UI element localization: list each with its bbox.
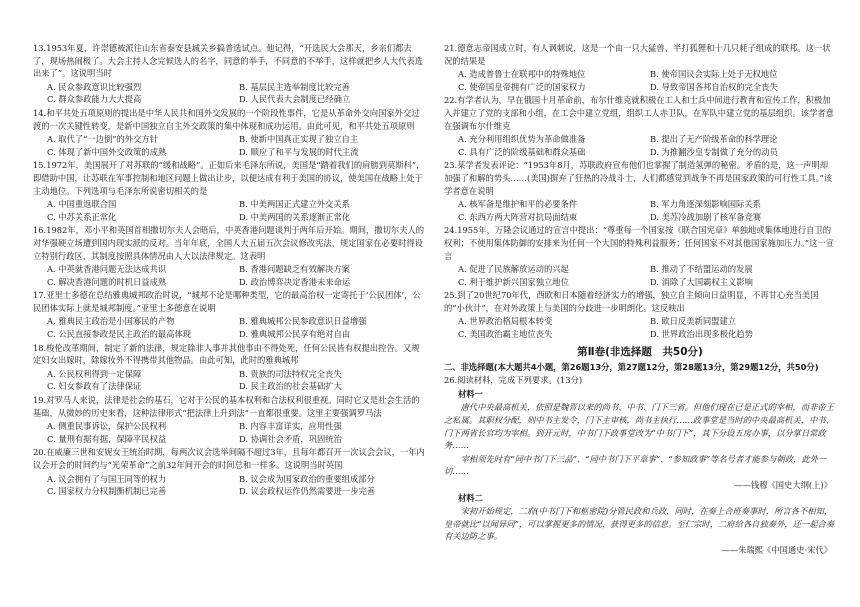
question-stem: 24.1955年，万隆会议通过的宣言中提出：“尊重每一个国家按《联合国宪章》单独地或集体地进行自卫的权利；不使用集体防御的安排来为任何一个大国的特殊利益服务；任何国家不对其他国家施加压力。”这一宣言 <box>444 225 835 261</box>
option-b: B. 基层民主选举制度比较完善 <box>239 81 350 92</box>
right-column <box>444 42 836 557</box>
option-c: C. 中苏关系正常化 <box>47 211 117 222</box>
option-c: C. 妇女参政有了法律保证 <box>47 381 142 392</box>
question-stem: 14.和平共处五项原则的提出是中华人民共和国外交发展的一个阶段性事件，它是从革命外交向国家外交过渡的一次关键性转变，是新中国独立自主外交政策的集中体现和成功运用。由此可见，和平共处五项原则 <box>33 107 420 131</box>
option-b: B. 使帝国议会实际上处于无权地位 <box>650 69 778 80</box>
option-a: A. 促进了民族解放运动的兴起 <box>458 264 569 275</box>
material-2-title: 材料二 <box>458 492 483 503</box>
question-item <box>33 107 425 158</box>
question-stem: 21.德意志帝国成立时，有人讽刺说，这是一个由一只大猛兽、半打狐狸和十几只耗子组成的联邦。这一状况的结果是 <box>444 43 831 66</box>
option-b: B. 议会成为国家政治的重要组成部分 <box>239 473 375 484</box>
material-1-source: ——钱穆《国史大纲(上)》 <box>734 480 832 490</box>
option-c: C. 群众参政能力大大提高 <box>47 94 142 105</box>
option-b: B. 欧日反美新同盟建立 <box>650 316 737 327</box>
option-d: D. 为推翻沙皇专制做了充分的动员 <box>650 146 778 157</box>
question-item <box>444 289 836 340</box>
option-d: D. 消除了大国霸权主义影响 <box>650 276 753 287</box>
option-a: A. 议会拥有了与国王同等的权力 <box>47 473 167 484</box>
question-stem: 22.有学者认为，早在俄国十月革命前，布尔什维克就积极在工人和士兵中间进行教育和宣传工作，积极加入并建立了党的支部和小组，在工会中建立党组，组织工人赤卫队，在军队中建立党的基层组织。该学者意在强调布尔什维克 <box>444 95 834 131</box>
material-1-text-2: 宰相须先时有“同中书门下三品”、“同中书门下平章事”、“参知政事”等名号者才能参与朝政，此外一切…… <box>444 453 827 477</box>
option-d: D. 政治博弈决定香港未来命运 <box>239 276 351 287</box>
option-b: B. 雅典城邦公民参政意识日益增强 <box>239 316 367 327</box>
question-options <box>33 473 425 498</box>
question-options <box>444 133 836 158</box>
instruction-text: (本大题共4小题，第26题13分，第27题12分，第28题13分，第29题12分，共50分) <box>493 361 819 372</box>
option-c: C. 公民直接参政是民主政治的最高体现 <box>47 329 192 340</box>
option-d: D. 美苏冷战加剧了核军备竞赛 <box>650 211 762 222</box>
question-item <box>33 342 425 393</box>
question-item <box>33 224 425 288</box>
question-item <box>33 42 425 106</box>
question-item <box>33 394 425 445</box>
question-item <box>444 224 836 288</box>
section-2-title: 第Ⅱ卷(非选择题 共50分) <box>577 345 703 358</box>
question-stem: 20.在威廉三世和安妮女王统治时期，每两次议会选举间隔不超过3年，且每年都召开一次议会会议，一年内议会开会的时间约与“光荣革命”之前32年间开会的时间总和一样多。这说明当时英国 <box>33 447 425 470</box>
option-b: B. 内容丰富详实，应用性强 <box>239 421 342 432</box>
option-a: A. 雅典民主政治是小国寡民的产物 <box>47 316 175 327</box>
question-item <box>444 159 836 223</box>
option-b: B. 军力角逐深刻影响国际关系 <box>650 199 761 210</box>
question-stem: 13.1953年夏，许崇德被派往山东省泰安县城关乡搞普选试点。他记得，“开选民大会那天，乡亲们都去了，现场热闹极了。大会主持人念完候选人的名字，同意的举手，不同意的不举手，这样就把乡人大代表选出来了”。这说明当时 <box>33 43 423 79</box>
option-a: A. 世界政治格局根本转变 <box>458 316 553 327</box>
question-item <box>444 42 836 93</box>
option-c: C. 东西方两大阵营对抗局面结束 <box>458 211 578 222</box>
question-stem: 18.梭伦改革期间，制定了新的法律，规定除非人事并其他事由不得处死，任何公民皆有权提出控告。又规定妇女出嫁时，除嫁妆外不得携带其他物品。由此可知，此时的雅典城邦 <box>33 342 420 366</box>
option-c: C. 量刑有据有据，保障平民权益 <box>47 433 167 444</box>
option-b: B. 香港问题缺乏有效解决方案 <box>239 264 350 275</box>
question-options <box>33 368 425 393</box>
question-stem: 17.亚里士多德在总结雅典城邦政治时说，“城邦不论是哪种类型，它的最高治权一定寄托于‘公民团体’，公民团体实际上就是城邦制度。”亚里士多德意在说明 <box>33 290 421 313</box>
option-a: A. 充分利用组织优势为革命做准备 <box>458 134 586 145</box>
option-d: D. 协调社会矛盾，巩固统治 <box>239 433 342 444</box>
option-c: C. 具有广泛的阶级基础和群众基础 <box>458 146 586 157</box>
question-stem: 19.对罗马人来说，法律是社会的基石，它对于公民的基本权利和合法权利很重视。同时它又是社会生活的基础，从微妙的历史来看，这种法律形式“把法律上升到法”一直都很重要。这里主要强调罗马法 <box>33 395 420 418</box>
option-c: C. 国家权力分权制衡机制已完善 <box>47 486 167 497</box>
question-item <box>33 289 425 340</box>
option-d: D. 雅典城邦公民享有绝对自由 <box>239 329 351 340</box>
option-a: A. 中英就香港问题无法达成共识 <box>47 264 167 275</box>
option-c: C. 解决香港问题的时机日益成熟 <box>47 276 167 287</box>
material-2-source: ——朱瑞熙《中国通史·宋代》 <box>721 544 832 555</box>
option-d: D. 世界政治出现多极化趋势 <box>650 329 753 340</box>
option-a: A. 造成普鲁士在联邦中的特殊地位 <box>458 69 586 80</box>
option-d: D. 议会政权运作仍然需要进一步完善 <box>239 486 376 497</box>
question-stem: 23.某学者发表评论：“1953年8月，苏联政府宣布他们也掌握了制造氢弹的秘密。矛盾的是，这一声明却加强了和解的势头……(美国)摒弃了狂热的冷战斗士，人们都感觉到战争不再是国家政策的可行性工具。”该学者意在说明 <box>444 160 833 196</box>
question-options <box>33 263 425 288</box>
question-options <box>444 198 836 223</box>
question-26-stem: 26.阅读材料，完成下列要求。(13分) <box>444 375 583 386</box>
material-2-text: 宋初开始规定，二府(中书门下和枢密院)分管民政和兵政，同时，在奏上合班奏事时，所言各不相知，皇帝就比“以闻异同”，可以掌握更多的情况，获得更多的信息。至仁宗时，二府给各自独奏外，还一起合奏有关边防之事。 <box>444 506 835 542</box>
instruction-label: 二、非选择题 <box>444 361 494 372</box>
question-options <box>33 420 425 445</box>
question-stem: 16.1982年，邓小平和英国首相撒切尔夫人会晤后，中英香港问题谈判于两年后开始。期间，撒切尔夫人的对华强硬立场遭到国内现实派的反对。当年年底，全国人大五届五次会议修改宪法，规定国家在必要时得设立特别行政区，其制度按照具体情况由人大以法律规定。这表明 <box>33 225 425 261</box>
question-options <box>33 81 425 106</box>
option-b: B. 使新中国真正实现了独立自主 <box>239 134 359 145</box>
option-d: D. 民主政治的社会基础扩大 <box>239 381 342 392</box>
question-item <box>33 159 425 223</box>
option-d: D. 顺应了和平与发展的时代主流 <box>239 146 359 157</box>
option-c: C. 体现了新中国外交政策的成熟 <box>47 146 167 157</box>
question-options <box>444 68 836 93</box>
option-c: C. 使帝国皇帝拥有广泛的国家权力 <box>458 81 586 92</box>
option-d: D. 人民代表大会制度已经确立 <box>239 94 351 105</box>
option-a: A. 取代了“一边倒”的外交方针 <box>47 134 159 145</box>
option-a: A. 核军备是维护和平的必要条件 <box>458 199 578 210</box>
question-options <box>444 263 836 288</box>
option-d: D. 中美两国的关系逐渐正常化 <box>239 211 351 222</box>
question-item <box>33 446 425 497</box>
question-stem: 15.1972年，美国展开了对苏联的“缓和战略”。正如后来毛泽东所说，美国是“踏着我们的肩膀到莫斯科”，即借助中国，让苏联在军事控制和地区问题上做出让步，以便达成有利于美国的协议，使美国在战略上处于主动地位。下列选项与毛泽东所说密切相关的是 <box>33 160 425 196</box>
question-options <box>444 315 836 340</box>
section-2-instruction <box>444 361 836 374</box>
option-c: C. 利于维护新兴国家独立地位 <box>458 276 569 287</box>
left-column <box>33 42 425 499</box>
question-item <box>444 94 836 158</box>
option-b: B. 推动了不结盟运动的发展 <box>650 264 753 275</box>
material-1-text: 唐代中央最高机关，依照是魏晋以来的尚书、中书、门下三省。但他们现在已是正式的宰相，而非帝王之私属。其职权分配，则中书主发令，门下主审核，尚书主执行……政事堂是当时的中央最高机关，中书、门下两省长官均为宰相。到开元时，中书门下政事堂改为“中书门下”，其下分设五房办事，以分掌日常政务…… <box>444 402 834 451</box>
option-b: B. 中美两国正式建立外交关系 <box>239 199 350 210</box>
option-b: B. 贵族的司法特权完全丧失 <box>239 368 342 379</box>
option-b: B. 提出了无产阶级革命的科学理论 <box>650 134 778 145</box>
option-a: A. 侧重民事诉讼，保护公民权利 <box>47 421 167 432</box>
option-a: A. 中国重返联合国 <box>47 199 117 210</box>
question-options <box>33 315 425 340</box>
option-d: D. 导致帝国各邦自治权的完全丧失 <box>650 81 778 92</box>
material-1-title: 材料一 <box>458 388 483 399</box>
question-options <box>33 133 425 158</box>
option-a: A. 民众参政意识比较强烈 <box>47 81 142 92</box>
question-stem: 25.到了20世纪70年代，西欧和日本随着经济实力的增强，独立自主倾向日益明显，不再甘心充当美国的“小伙计”，在对外政策上与美国的分歧进一步明朗化。这反映出 <box>444 290 819 313</box>
question-options <box>33 198 425 223</box>
option-c: C. 美国政治霸主地位丧失 <box>458 329 553 340</box>
option-a: A. 公民权利得到一定保障 <box>47 368 142 379</box>
